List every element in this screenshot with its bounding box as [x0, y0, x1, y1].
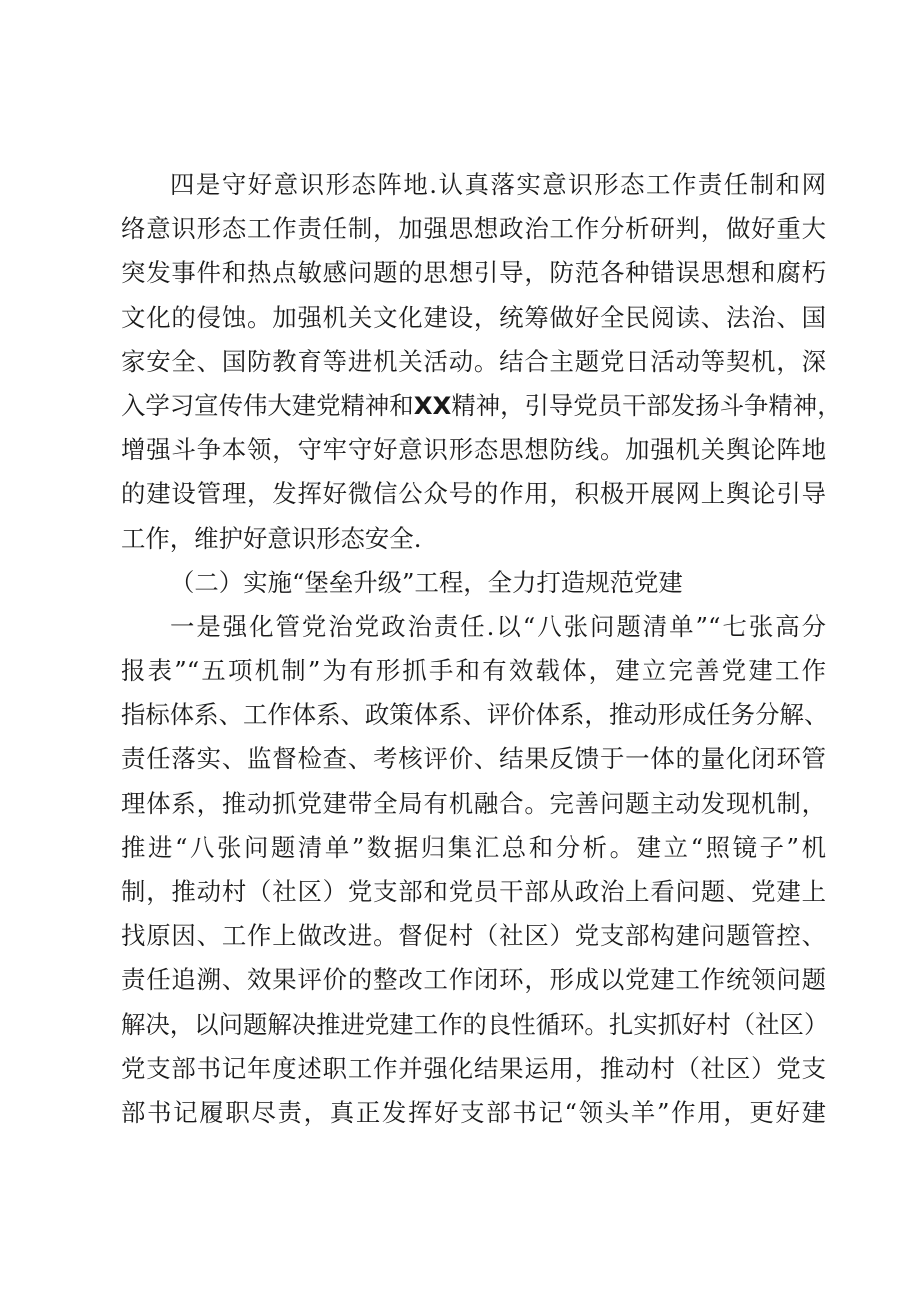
paragraph-line: 责任落实、监督检查、考核评价、结果反馈于一体的量化闭环管	[121, 744, 826, 774]
paragraph-line: 指标体系、工作体系、政策体系、评价体系，推动形成任务分解、	[121, 700, 829, 730]
paragraph-line: 家安全、国防教育等进机关活动。结合主题党日活动等契机，深	[121, 346, 826, 376]
paragraph-line: 理体系，推动抓党建带全局有机融合。完善问题主动发现机制，	[121, 788, 826, 818]
paragraph-line: 找原因、工作上做改进。督促村（社区）党支部构建问题管控、	[121, 921, 826, 951]
line-text-after: 精神，引导党员干部发扬斗争精神，	[451, 390, 842, 420]
paragraph-line: 解决，以问题解决推进党建工作的良性循环。扎实抓好村（社区）	[121, 1009, 829, 1039]
paragraph-line: 责任追溯、效果评价的整改工作闭环，形成以党建工作统领问题	[121, 965, 826, 995]
paragraph-line: 党支部书记年度述职工作并强化结果运用，推动村（社区）党支	[121, 1053, 826, 1083]
paragraph-line: 四是守好意识形态阵地.认真落实意识形态工作责任制和网	[170, 170, 826, 199]
paragraph-line: 突发事件和热点敏感问题的思想引导，防范各种错误思想和腐朽	[121, 258, 826, 288]
bold-placeholder-text: XX	[413, 390, 452, 420]
paragraph-line: 工作，维护好意识形态安全.	[121, 523, 422, 553]
paragraph-line: 制，推动村（社区）党支部和党员干部从政治上看问题、党建上	[121, 877, 826, 906]
line-text-before: 入学习宣传伟大建党精神和	[121, 390, 414, 420]
paragraph-line: 推进“八张问题清单”数据归集汇总和分析。建立“照镜子”机	[121, 832, 826, 862]
paragraph-line: 报表”“五项机制”为有形抓手和有效载体，建立完善党建工作	[121, 656, 826, 686]
paragraph-line-with-bold	[121, 384, 842, 428]
section-heading: （二）实施“堡垒升级”工程，全力打造规范党建	[170, 567, 683, 597]
paragraph-line: 一是强化管党治党政治责任.以“八张问题清单”“七张高分	[170, 611, 826, 641]
paragraph-line: 络意识形态工作责任制，加强思想政治工作分析研判，做好重大	[121, 214, 826, 244]
paragraph-line: 文化的侵蚀。加强机关文化建设，统筹做好全民阅读、法治、国	[121, 302, 826, 332]
paragraph-line: 增强斗争本领，守牢守好意识形态思想防线。加强机关舆论阵地	[121, 435, 826, 465]
paragraph-line: 部书记履职尽责，真正发挥好支部书记“领头羊”作用，更好建	[121, 1097, 826, 1127]
paragraph-line: 的建设管理，发挥好微信公众号的作用，积极开展网上舆论引导	[121, 479, 826, 509]
document-body	[121, 163, 842, 1135]
